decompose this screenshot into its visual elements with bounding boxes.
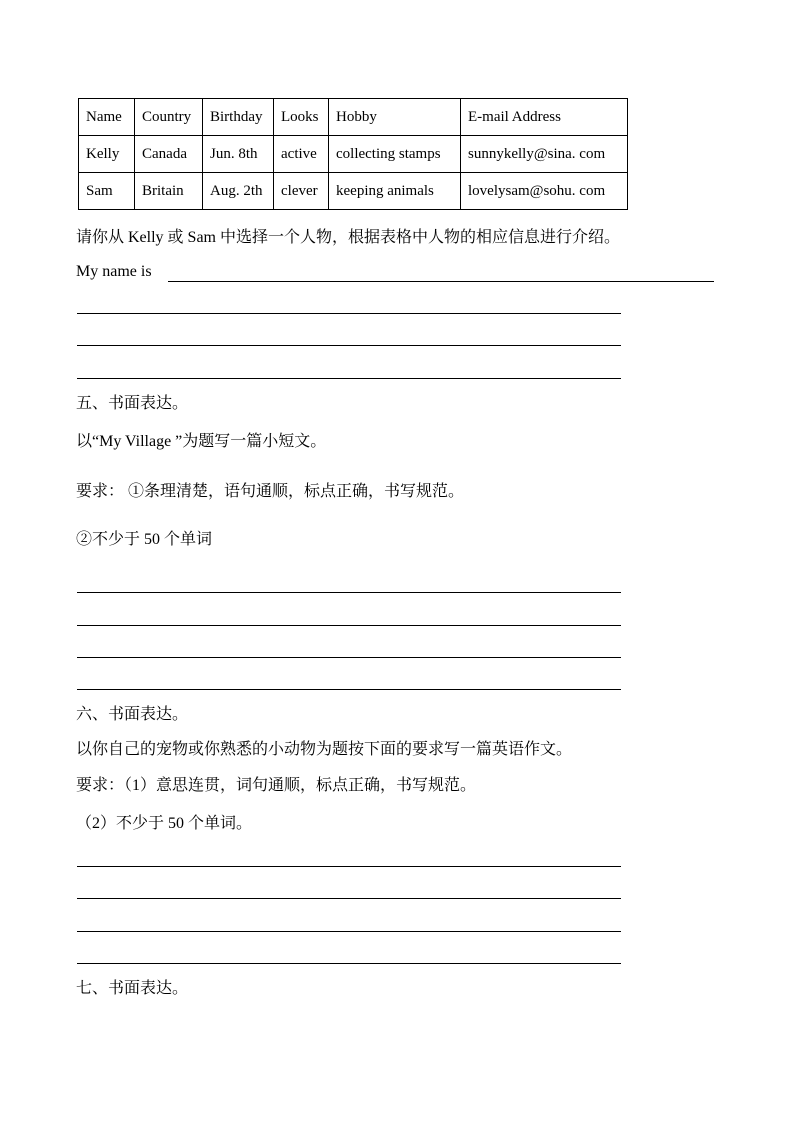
table-cell: Canada <box>135 136 203 173</box>
section4-instruction: 请你从 Kelly 或 Sam 中选择一个人物，根据表格中人物的相应信息进行介绍。 <box>76 229 620 246</box>
table-cell: keeping animals <box>329 173 461 210</box>
table-row <box>79 173 628 210</box>
info-table <box>78 98 628 210</box>
answer-line[interactable] <box>77 963 621 964</box>
table-cell: Sam <box>79 173 135 210</box>
table-header-row <box>79 99 628 136</box>
section6-task: 以你自己的宠物或你熟悉的小动物为题按下面的要求写一篇英语作文。 <box>76 741 573 758</box>
header-cell: Name <box>79 99 135 136</box>
header-cell: Country <box>135 99 203 136</box>
table-cell: Kelly <box>79 136 135 173</box>
section6-requirement-1: 要求：（1）意思连贯，词句通顺，标点正确，书写规范。 <box>76 777 477 794</box>
section7-heading: 七、书面表达。 <box>76 980 189 997</box>
answer-line[interactable] <box>77 931 621 932</box>
section5-requirement-2: ②不少于 50 个单词 <box>76 531 213 548</box>
header-cell: Hobby <box>329 99 461 136</box>
header-cell: E-mail Address <box>461 99 628 136</box>
table-cell: clever <box>274 173 329 210</box>
table-cell: active <box>274 136 329 173</box>
answer-line[interactable] <box>77 592 621 593</box>
section5-heading: 五、书面表达。 <box>76 395 189 412</box>
table-cell: Jun. 8th <box>203 136 274 173</box>
answer-line[interactable] <box>77 898 621 899</box>
table-cell: sunnykelly@sina. com <box>461 136 628 173</box>
section6-requirement-2: （2）不少于 50 个单词。 <box>76 815 253 832</box>
answer-line[interactable] <box>77 625 621 626</box>
answer-line[interactable] <box>77 657 621 658</box>
table-cell: Britain <box>135 173 203 210</box>
my-name-answer-line[interactable] <box>168 281 714 282</box>
my-name-prompt: My name is <box>76 263 152 280</box>
answer-line[interactable] <box>77 866 621 867</box>
header-cell: Looks <box>274 99 329 136</box>
table-row <box>79 136 628 173</box>
answer-line[interactable] <box>77 378 621 379</box>
table-cell: lovelysam@sohu. com <box>461 173 628 210</box>
table-cell: Aug. 2th <box>203 173 274 210</box>
answer-line[interactable] <box>77 689 621 690</box>
table-cell: collecting stamps <box>329 136 461 173</box>
section5-task: 以“My Village ”为题写一篇小短文。 <box>76 433 327 450</box>
header-cell: Birthday <box>203 99 274 136</box>
answer-line[interactable] <box>77 313 621 314</box>
section6-heading: 六、书面表达。 <box>76 706 189 723</box>
section5-requirement-1: 要求： ①条理清楚，语句通顺，标点正确，书写规范。 <box>76 483 465 500</box>
answer-line[interactable] <box>77 345 621 346</box>
